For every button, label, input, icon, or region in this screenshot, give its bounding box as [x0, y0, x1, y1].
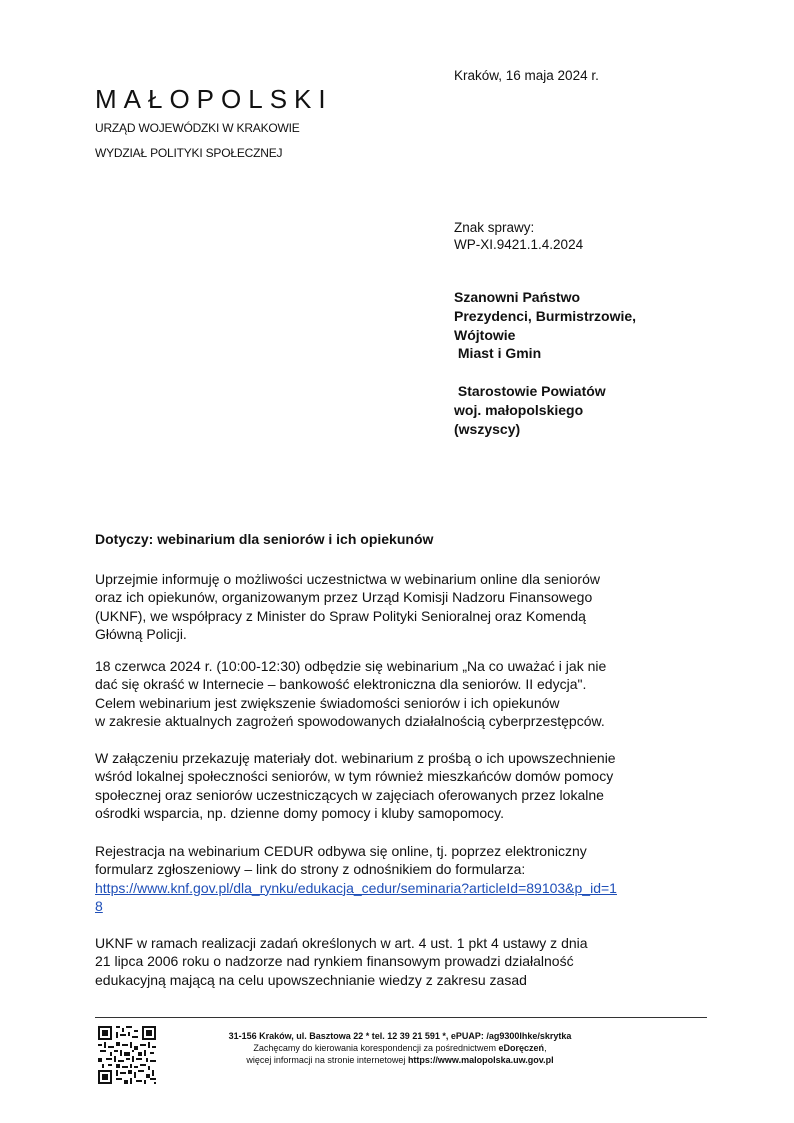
letter-subject: Dotyczy: webinarium dla seniorów i ich opiekunów	[95, 531, 434, 547]
paragraph-line: 18 czerwca 2024 r. (10:00-12:30) odbędzie się webinarium „Na co uważać i jak nie	[95, 658, 607, 674]
footer-website-line	[170, 1054, 630, 1066]
paragraph-line: Uprzejmie informuję o możliwości uczestnictwa w webinarium online dla seniorów	[95, 571, 600, 587]
paragraph-line: 21 lipca 2006 roku o nadzorze nad rynkiem finansowym prowadzi działalność	[95, 953, 574, 970]
paragraph-line: w zakresie aktualnych zagrożeń spowodowanych działalnością cyberprzestępców.	[95, 712, 605, 729]
paragraph-line: (UKNF), we współpracy z Minister do Spraw Polityki Senioralnej oraz Komendą	[95, 607, 586, 624]
registration-link-continuation[interactable]: 8	[95, 897, 103, 914]
paragraph-line: społecznej oraz seniorów uczestniczących w zajęciach oferowanych przez lokalne	[95, 786, 604, 803]
recipient-line: woj. małopolskiego	[454, 401, 584, 418]
footer-line-text: ,	[544, 1043, 547, 1053]
footer-line-text: Zachęcamy do kierowania korespondencji za pośrednictwem	[253, 1043, 499, 1053]
paragraph-webinar-details	[95, 657, 705, 730]
footer-address: 31-156 Kraków, ul. Basztowa 22 * tel. 12 39 21 591 *, ePUAP: /ag9300lhke/skrytka	[228, 1031, 572, 1041]
paragraph-line: Celem webinarium jest zwiększenie świadomości seniorów i ich opiekunów	[95, 694, 560, 711]
office-name: URZĄD WOJEWÓDZKI W KRAKOWIE	[95, 121, 300, 135]
recipient-line: Prezydenci, Burmistrzowie,	[454, 307, 637, 324]
recipient-line: (wszyscy)	[454, 420, 521, 437]
footer-divider	[95, 1017, 707, 1018]
paragraph-materials	[95, 749, 705, 822]
paragraph-line: wśród lokalnej społeczności seniorów, w tym również mieszkańców domów pomocy	[95, 768, 614, 785]
recipients-block	[454, 288, 704, 438]
paragraph-invitation	[95, 570, 705, 643]
case-reference-number: WP-XI.9421.1.4.2024	[454, 237, 584, 252]
recipient-line: Miast i Gmin	[454, 345, 542, 362]
footer-contact	[170, 1030, 630, 1066]
paragraph-line: edukacyjną mającą na celu upowszechnianie wiedzy z zakresu zasad	[95, 971, 527, 988]
paragraph-line: W załączeniu przekazuję materiały dot. webinarium z prośbą o ich upowszechnienie	[95, 750, 616, 766]
paragraph-line: UKNF w ramach realizacji zadań określonych w art. 4 ust. 1 pkt 4 ustawy z dnia	[95, 935, 588, 951]
paragraph-line: dać się okraść w Internecie – bankowość elektroniczna dla seniorów. II edycja".	[95, 676, 587, 693]
recipient-line: Starostowie Powiatów	[454, 382, 606, 399]
paragraph-line: ośrodki wsparcia, np. dzienne domy pomocy i kluby samopomocy.	[95, 804, 505, 821]
footer-line-text: więcej informacji na stronie internetowej	[246, 1055, 408, 1065]
registration-link[interactable]: https://www.knf.gov.pl/dla_rynku/edukacja_cedur/seminaria?articleId=89103&p_id=1	[95, 879, 617, 896]
department-name: WYDZIAŁ POLITYKI SPOŁECZNEJ	[95, 146, 283, 160]
paragraph-line: oraz ich opiekunów, organizowanym przez Urząd Komisji Nadzoru Finansowego	[95, 589, 593, 606]
recipient-spacer	[454, 363, 704, 382]
case-reference-label: Znak sprawy:	[454, 220, 535, 235]
recipient-line: Wójtowie	[454, 326, 516, 343]
paragraph-uknf-mission	[95, 934, 705, 989]
paragraph-line: Rejestracja na webinarium CEDUR odbywa się online, tj. poprzez elektroniczny	[95, 843, 587, 859]
paragraph-registration	[95, 842, 705, 915]
paragraph-line: formularz zgłoszeniowy – link do strony z odnośnikiem do formularza:	[95, 861, 526, 878]
footer-website-link[interactable]: https://www.malopolska.uw.gov.pl	[407, 1055, 554, 1065]
qr-code-icon	[98, 1026, 156, 1084]
paragraph-line: Główną Policji.	[95, 625, 187, 642]
footer-edoreczenia-line	[170, 1042, 630, 1054]
office-brand-logotype: MAŁOPOLSKI	[95, 84, 333, 114]
edoreczenia-label: eDoręczeń	[498, 1043, 545, 1053]
recipient-line: Szanowni Państwo	[454, 289, 581, 305]
letter-date: Kraków, 16 maja 2024 r.	[454, 68, 599, 83]
